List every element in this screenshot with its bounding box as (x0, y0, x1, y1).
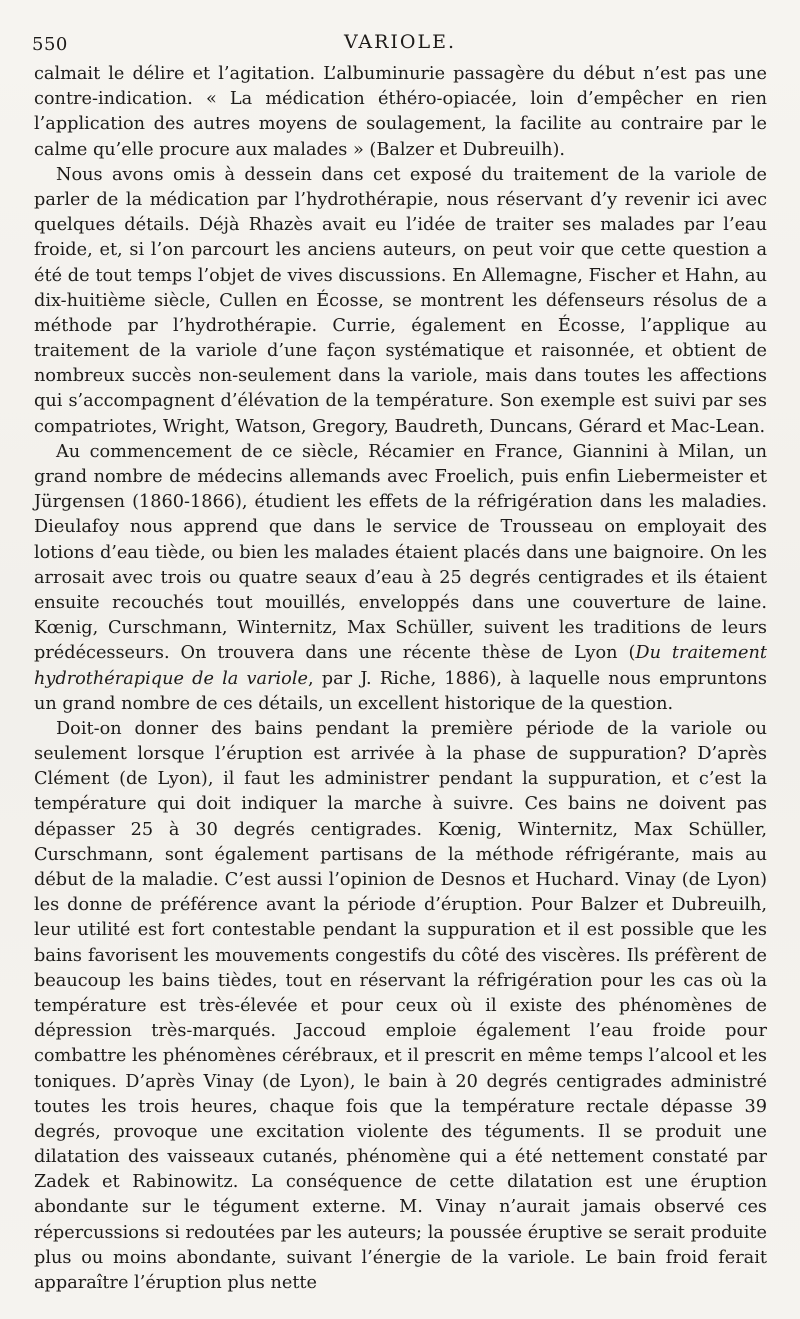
paragraph-baths: Doit-on donner des bains pendant la première période de la variole ou seulement lorsque l’éruption est arrivée à la phase de suppuration? D’après Clément (de Lyon), il faut les administrer pendant la suppuration, et c’est la température qui doit indiquer la marche à suivre. Ces bains ne doivent pas dépasser 25 à 30 degrés centigrades. Kœnig, Winternitz, Max Schüller, Curschmann, sont également partisans de la méthode réfrigérante, mais au début de la maladie. C’est aussi l’opinion de Desnos et Huchard. Vinay (de Lyon) les donne de préférence avant la période d’éruption. Pour Balzer et Dubreuilh, leur utilité est fort contestable pendant la suppuration et il est possible que les bains favorisent les mouvements congestifs du côté des viscères. Ils préfèrent de beaucoup les bains tièdes, tout en réservant la réfrigération pour les cas où la température est très-élevée et pour ceux où il existe des phénomènes de dépression très-marqués. Jaccoud emploie également l’eau froide pour combattre les phénomènes cérébraux, et il prescrit en même temps l’alcool et les toniques. D’après Vinay (de Lyon), le bain à 20 degrés centigrades administré toutes les trois heures, chaque fois que la température rectale dépasse 39 degrés, provoque une excitation violente des téguments. Il se produit une dilatation des vaisseaux cutanés, phénomène qui a été nettement constaté par Zadek et Rabinowitz. La conséquence de cette dilatation est une éruption abondante sur le tégument externe. M. Vinay n’aurait jamais observé ces répercussions si redoutées par les auteurs; la poussée éruptive se serait produite plus ou moins abondante, suivant l’énergie de la variole. Le bain froid ferait apparaître l’éruption plus nette (34, 718, 767, 1293)
paragraph-hydrotherapy-history: Nous avons omis à dessein dans cet exposé du traitement de la variole de parler de la médication par l’hydrothérapie, nous réservant d’y revenir ici avec quelques détails. Déjà Rhazès avait eu l’idée de traiter ses malades par l’eau froide, et, si l’on parcourt les anciens auteurs, on peut voir que cette question a été de tout temps l’objet de vives discussions. En Allemagne, Fischer et Hahn, au dix-huitième siècle, Cullen en Écosse, se montrent les défenseurs résolus de a méthode par l’hydrothérapie. Currie, également en Écosse, l’applique au traitement de la variole d’une façon systématique et raisonnée, et obtient de nombreux succès non-seulement dans la variole, mais dans toutes les affections qui s’accompagnent d’élévation de la température. Son exemple est suivi par ses compatriotes, Wright, Watson, Gregory, Baudreth, Duncans, Gérard et Mac-Lean. (34, 164, 767, 437)
paragraph-continued: calmait le délire et l’agitation. L’albuminurie passagère du début n’est pas une contre-indication. « La médication éthéro-opiacée, loin d’empêcher en rien l’application des autres moyens de soulagement, la facilite au contraire par le calme qu’elle procure aux malades » (Balzer et Dubreuilh). (34, 64, 767, 160)
page-header (0, 30, 800, 58)
running-title: VARIOLE. (343, 31, 457, 53)
thesis-title: Du traitement hydrothérapique de la variole (34, 643, 767, 689)
body-text (34, 62, 767, 1296)
paragraph-refrigeration (34, 440, 767, 717)
paragraph-text: Au commencement de ce siècle, Récamier en France, Giannini à Milan, un grand nombre de médecins allemands avec Froelich, puis enfin Liebermeister et Jürgensen (1860-1866), étudient les effets de la réfrigération dans les maladies. Dieulafoy nous apprend que dans le service de Trousseau on employait des lotions d’eau tiède, ou bien les malades étaient placés dans une baignoire. On les arrosait avec trois ou quatre seaux d’eau à 25 degrés centigrades et ils étaient ensuite recouchés tout mouillés, enveloppés dans une couverture de laine. Kœnig, Curschmann, Winternitz, Max Schüller, suivent les traditions de leurs prédécesseurs. On trouvera dans une récente thèse de Lyon ( (34, 441, 767, 664)
paragraph-text: , par J. Riche, 1886), à laquelle nous empruntons un grand nombre de ces détails, un excellent historique de la question. (34, 668, 767, 714)
page-number: 550 (32, 34, 68, 55)
